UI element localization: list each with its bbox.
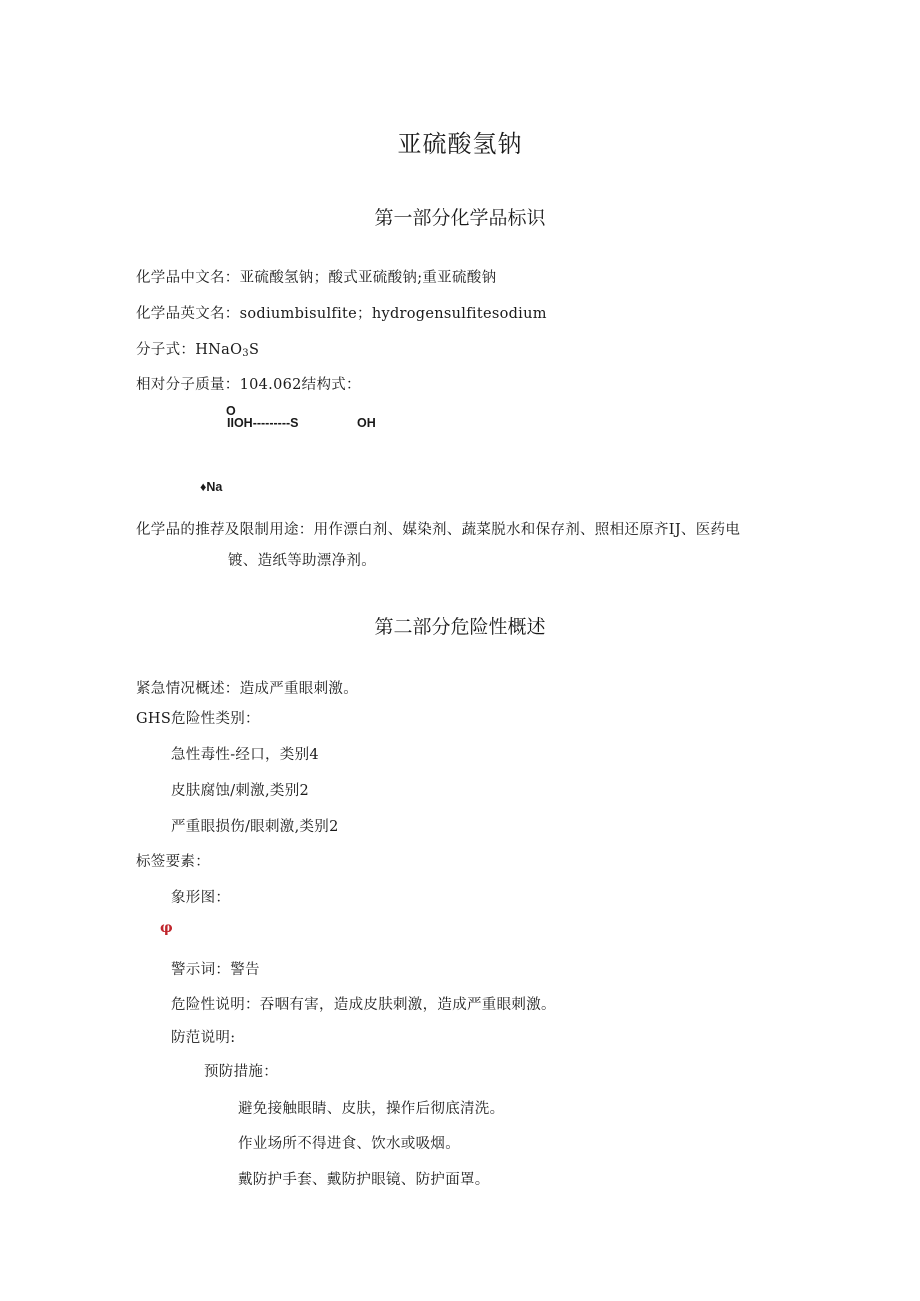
formula-prefix: 分子式：HNaO — [136, 342, 243, 358]
english-name-line: 化学品英文名：sodiumbisulfite；hydrogensulfitesodium — [136, 306, 547, 322]
usage-line-2: 镀、造纸等助漂净剂。 — [228, 553, 376, 569]
structure-main-chain: IIOH---------S — [227, 416, 299, 430]
structure-oxygen-label: O — [226, 404, 236, 418]
ghs-category-item: 严重眼损伤/眼刺激,类别2 — [171, 819, 339, 835]
prevention-item: 避免接触眼睛、皮肤，操作后彻底清洗。 — [238, 1101, 505, 1117]
prevention-label: 预防措施： — [204, 1064, 278, 1080]
emergency-overview-line: 紧急情况概述：造成严重眼刺激。 — [136, 681, 358, 697]
document-title: 亚硫酸氢钠 — [397, 130, 523, 158]
hazard-statement-line: 危险性说明：吞咽有害，造成皮肤刺激，造成严重眼刺激。 — [171, 997, 556, 1013]
chinese-name-line: 化学品中文名：亚硫酸氢钠；酸式亚硫酸钠;重亚硫酸钠 — [136, 270, 497, 286]
molecular-mass-line: 相对分子质量：104.062结构式： — [136, 377, 361, 393]
pictogram-label: 象形图： — [171, 890, 231, 906]
formula-suffix: S — [248, 342, 260, 358]
signal-word-line: 警示词：警告 — [171, 962, 260, 978]
usage-line-1: 化学品的推荐及限制用途：用作漂白剂、媒染剂、蔬菜脱水和保存剂、照相还原齐IJ、医药电 — [136, 522, 741, 538]
prevention-item: 作业场所不得进食、饮水或吸烟。 — [238, 1136, 460, 1152]
prevention-item: 戴防护手套、戴防护眼镜、防护面罩。 — [238, 1172, 490, 1188]
section-heading-part2: 第二部分危险性概述 — [374, 616, 546, 638]
ghs-category-item: 皮肤腐蚀/刺激,类别2 — [171, 783, 310, 799]
precaution-label: 防范说明: — [171, 1030, 236, 1046]
section-heading-part1: 第一部分化学品标识 — [374, 207, 546, 229]
ghs-category-item: 急性毒性-经口，类别4 — [171, 747, 319, 763]
structure-hydroxyl-label: OH — [357, 416, 376, 430]
ghs-category-label: GHS危险性类别： — [136, 711, 260, 727]
structure-sodium-label: ♦Na — [200, 480, 223, 494]
label-elements-heading: 标签要素： — [136, 854, 210, 870]
hazard-pictogram-icon: φ — [160, 920, 173, 936]
molecular-formula-line — [136, 338, 259, 359]
formula-subscript: 3 — [242, 348, 249, 359]
